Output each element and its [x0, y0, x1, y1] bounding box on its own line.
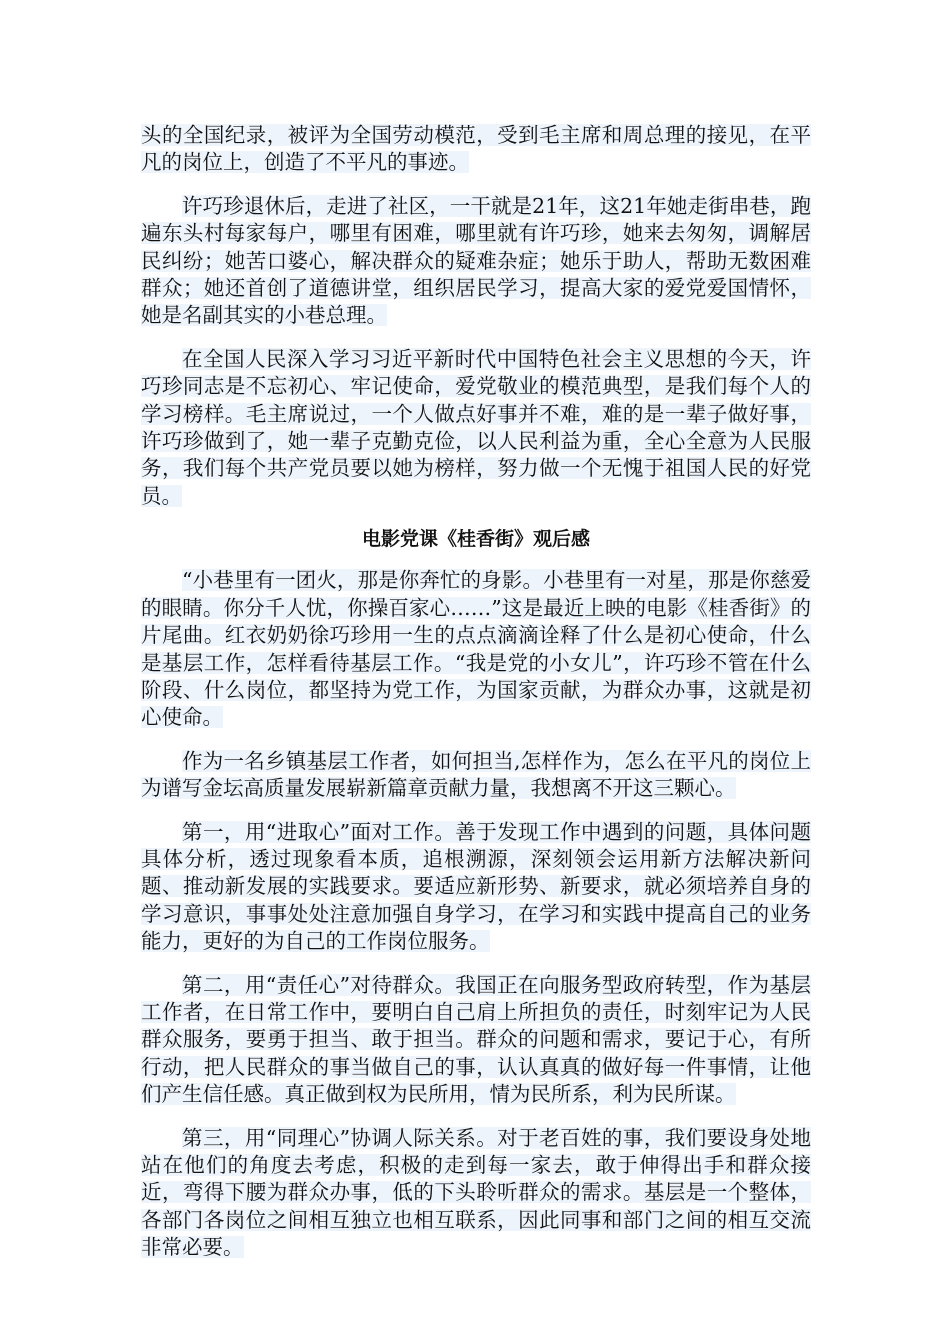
paragraph-text: 许巧珍退休后，走进了社区，一干就是21年，这21年她走街串巷，跑遍东头村每家每户，哪里有困难，哪里就有许巧珍，她来去匆匆，调解居民纠纷；她苦口婆心，解决群众的疑难杂症；她乐于助人，帮助无数困难群众；她还首创了道德讲堂，组织居民学习，提高大家的爱党爱国情怀，她是名副其实的小巷总理。 [141, 193, 811, 328]
paragraph-text: 头的全国纪录，被评为全国劳动模范，受到毛主席和周总理的接见，在平凡的岗位上，创造了不平凡的事迹。 [141, 123, 811, 175]
document-body [141, 122, 811, 1278]
paragraph-text: 第二，用“责任心”对待群众。我国正在向服务型政府转型，作为基层工作者，在日常工作中，要明白自己肩上所担负的责任，时刻牢记为人民群众服务，要勇于担当、敢于担当。群众的问题和需求，要记于心，有所行动，把人民群众的事当做自己的事，认认真真的做好每一件事情，让他们产生信任感。真正做到权为民所用，情为民所系，利为民所谋。 [141, 972, 811, 1107]
paragraph-role-model [141, 346, 811, 510]
paragraph-third-heart [141, 1125, 811, 1262]
paragraph-text: “小巷里有一团火，那是你奔忙的身影。小巷里有一对星，那是你慈爱的眼睛。你分千人忧，你操百家心……”这是最近上映的电影《桂香街》的片尾曲。红衣奶奶徐巧珍用一生的点点滴滴诠释了什么是初心使命，什么是基层工作，怎样看待基层工作。“我是党的小女儿”，许巧珍不管在什么阶段、什么岗位，都坚持为党工作，为国家贡献，为群众办事，这就是初心使命。 [141, 568, 811, 730]
section-title: 电影党课《桂香街》观后感 [361, 528, 590, 551]
paragraph-theme-song [141, 567, 811, 731]
paragraph-text: 第一，用“进取心”面对工作。善于发现工作中遇到的问题，具体问题具体分析，透过现象看本质，追根溯源，深刻领会运用新方法解决新问题、推动新发展的实践要求。要适应新形势、新要求，就必须培养自身的学习意识，事事处处注意加强自身学习，在学习和实践中提高自己的业务能力，更好的为自己的工作岗位服务。 [141, 819, 811, 954]
paragraph-second-heart [141, 972, 811, 1109]
paragraph-text: 第三，用“同理心”协调人际关系。对于老百姓的事，我们要设身处地站在他们的角度去考虑，积极的走到每一家去，敢于伸得出手和群众接近，弯得下腰为群众办事，低的下头聆听群众的需求。基层是一个整体，各部门各岗位之间相互独立也相互联系，因此同事和部门之间的相互交流非常必要。 [141, 1125, 811, 1260]
paragraph-text: 在全国人民深入学习习近平新时代中国特色社会主义思想的今天，许巧珍同志是不忘初心、牢记使命，爱党敬业的模范典型，是我们每个人的学习榜样。毛主席说过，一个人做点好事并不难，难的是一辈子做好事，许巧珍做到了，她一辈子克勤克俭，以人民利益为重，全心全意为人民服务，我们每个共产党员要以她为榜样，努力做一个无愧于祖国人民的好党员。 [141, 346, 811, 508]
paragraph-first-heart [141, 819, 811, 956]
paragraph-text: 作为一名乡镇基层工作者，如何担当,怎样作为，怎么在平凡的岗位上为谱写金坛高质量发展崭新篇章贡献力量，我想离不开这三颗心。 [141, 748, 811, 801]
paragraph-retirement [141, 193, 811, 330]
paragraph-continued [141, 122, 811, 177]
paragraph-three-hearts-intro [141, 748, 811, 803]
